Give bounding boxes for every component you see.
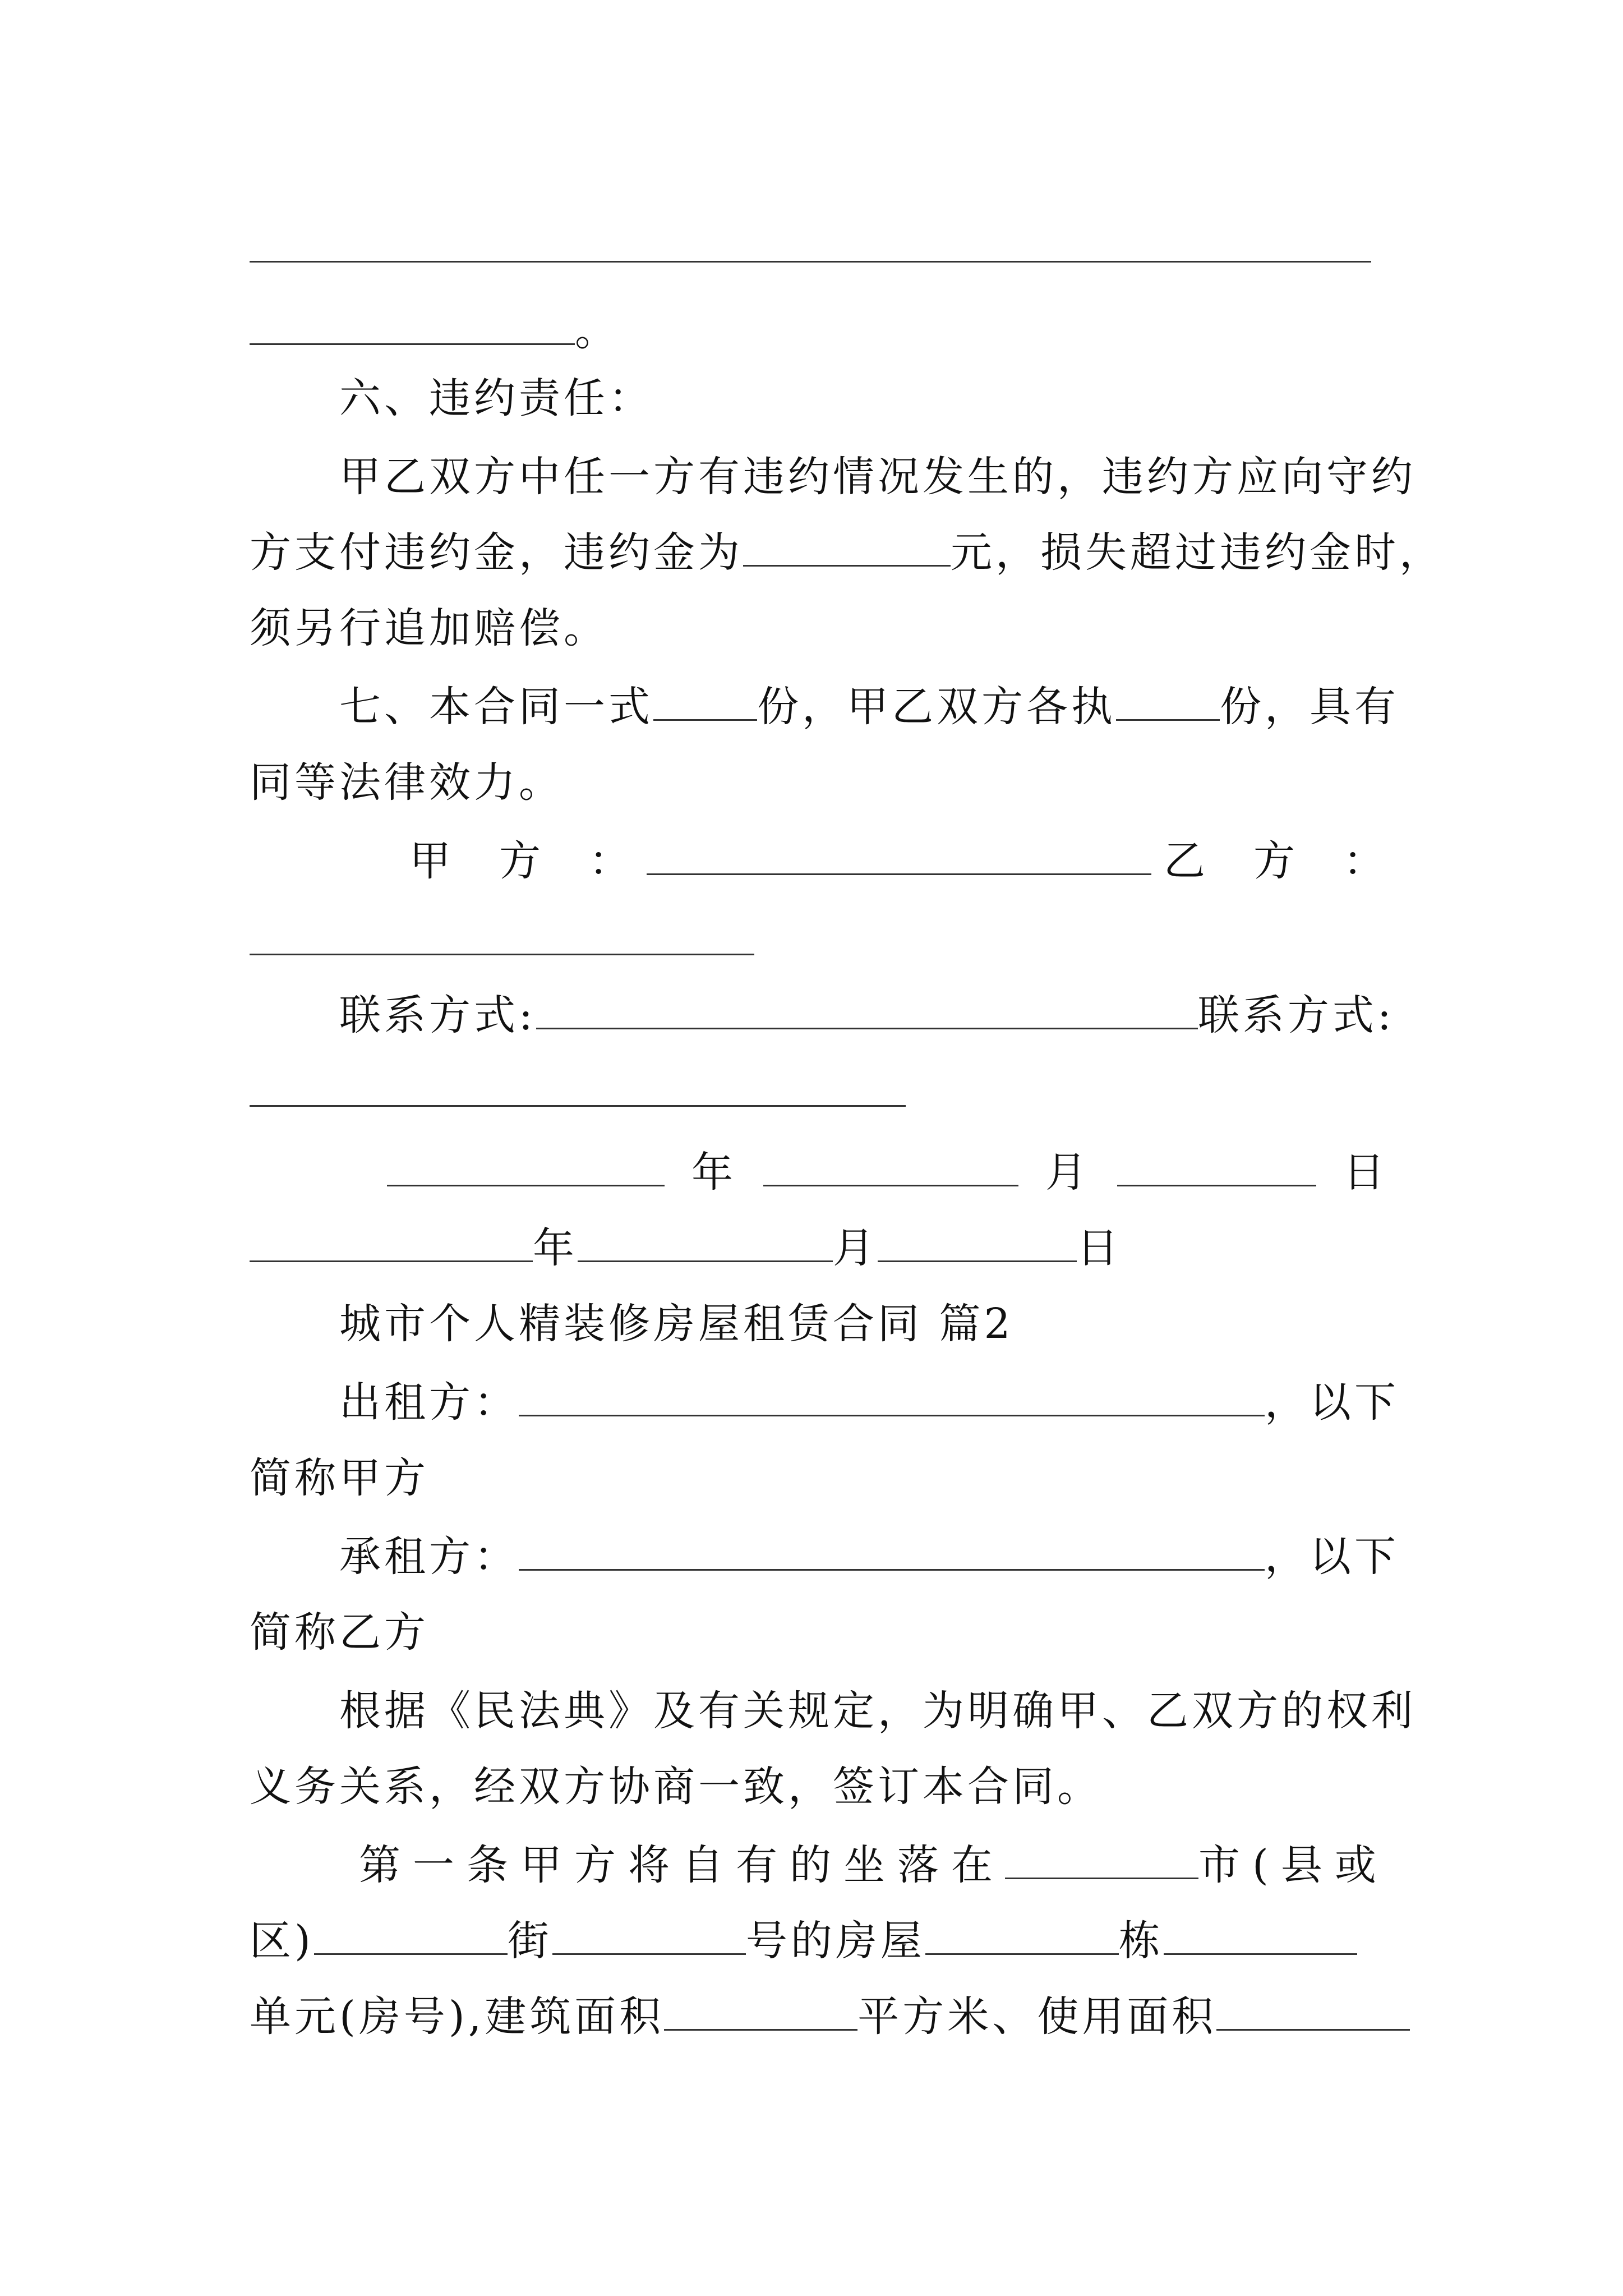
paragraph-text: 份，具有 <box>1220 683 1399 731</box>
text-line <box>250 1450 1388 1506</box>
fill-in-blank <box>743 530 951 567</box>
period-text: 。 <box>575 307 620 355</box>
text-line <box>250 524 1444 581</box>
fill-in-blank <box>1216 1994 1410 2031</box>
fill-in-blank <box>314 1918 508 1955</box>
text-line <box>339 679 1399 735</box>
signature-line <box>409 833 1388 889</box>
year-label: 年 <box>691 1148 736 1197</box>
month-label: 月 <box>833 1224 878 1272</box>
fill-in-blank <box>519 1534 1265 1571</box>
text-line <box>250 303 1388 359</box>
paragraph-text: ，以下 <box>1265 1533 1399 1581</box>
contact-label: 联系方式: <box>1197 991 1395 1039</box>
text-line <box>339 449 1416 505</box>
paragraph-text: 同等法律效力。 <box>250 758 564 807</box>
paragraph-text: 元，损失超过违约金时， <box>951 528 1444 577</box>
text-line <box>359 1837 1388 1893</box>
text-line <box>250 600 1388 656</box>
paragraph-text: 栋 <box>1118 1917 1164 1965</box>
paragraph-text: 单元(房号),建筑面积 <box>250 1993 665 2041</box>
date-line <box>387 1144 1388 1200</box>
fill-in-blank <box>387 1150 665 1186</box>
paragraph-text: 须另行追加赔偿。 <box>250 604 608 652</box>
fill-in-blank <box>519 1380 1265 1416</box>
paragraph-text: 市(县或 <box>1198 1841 1389 1889</box>
text-line <box>339 1529 1399 1585</box>
text-line <box>339 1374 1399 1430</box>
paragraph-text: 七、本合同一式 <box>339 683 653 731</box>
fill-in-line <box>250 261 1371 263</box>
text-line <box>250 1759 1388 1815</box>
fill-in-blank <box>925 1918 1119 1955</box>
section-heading <box>339 370 1478 426</box>
fill-in-blank <box>536 993 1198 1029</box>
paragraph-text: 甲乙双方中任一方有违约情况发生的，违约方应向守约 <box>339 453 1416 501</box>
fill-in-blank <box>552 1918 746 1955</box>
fill-in-line <box>250 954 754 955</box>
date-line <box>250 1220 1388 1276</box>
text-line <box>250 1989 1388 2045</box>
paragraph-text: 份，甲乙双方各执 <box>757 683 1116 731</box>
paragraph-text: 根据《民法典》及有关规定，为明确甲、乙双方的权利 <box>339 1687 1416 1735</box>
year-label: 年 <box>533 1224 578 1272</box>
fill-in-blank <box>1164 1918 1357 1955</box>
fill-in-blank <box>878 1226 1077 1262</box>
fill-in-blank <box>1116 684 1220 721</box>
text-line <box>339 1683 1416 1739</box>
day-label: 日 <box>1343 1148 1388 1197</box>
section-title <box>339 1296 1388 1352</box>
fill-in-blank <box>653 684 757 721</box>
text-line <box>250 1604 1388 1660</box>
paragraph-text: 方支付违约金，违约金为 <box>250 528 743 577</box>
month-label: 月 <box>1045 1148 1090 1197</box>
paragraph-text: 简称甲方 <box>250 1454 429 1502</box>
paragraph-text: 区) <box>250 1917 314 1965</box>
party-b-label: 乙 方 ： <box>1164 837 1388 885</box>
paragraph-text: 简称乙方 <box>250 1608 429 1657</box>
fill-in-blank <box>664 1994 857 2031</box>
paragraph-text: ，以下 <box>1265 1378 1399 1427</box>
heading-text: 六、违约责任： <box>339 374 653 422</box>
text-line <box>250 754 1388 811</box>
paragraph-text: 第一条甲方将自有的坐落在 <box>359 1841 1005 1889</box>
fill-in-blank <box>647 839 1151 875</box>
day-label: 日 <box>1077 1224 1122 1272</box>
fill-in-blank <box>250 1226 533 1262</box>
contact-label: 联系方式: <box>339 991 536 1039</box>
fill-in-blank <box>763 1150 1018 1186</box>
party-a-label: 甲 方 ： <box>409 837 634 885</box>
fill-in-blank <box>578 1226 833 1262</box>
fill-in-line <box>250 1105 906 1107</box>
fill-in-blank <box>250 309 575 345</box>
paragraph-text: 义务关系，经双方协商一致，签订本合同。 <box>250 1763 1102 1811</box>
fill-in-blank <box>1117 1150 1316 1186</box>
paragraph-text: 号的房屋 <box>745 1917 925 1965</box>
text-line <box>250 1913 1388 1969</box>
fill-in-blank <box>1005 1843 1198 1879</box>
section-title-text: 城市个人精装修房屋租赁合同 篇2 <box>339 1300 1014 1348</box>
lessor-label: 出租方： <box>339 1378 519 1427</box>
lessee-label: 承租方： <box>339 1533 519 1581</box>
paragraph-text: 平方米、使用面积 <box>857 1993 1217 2041</box>
paragraph-text: 街 <box>507 1917 552 1965</box>
contact-line <box>339 987 1395 1043</box>
